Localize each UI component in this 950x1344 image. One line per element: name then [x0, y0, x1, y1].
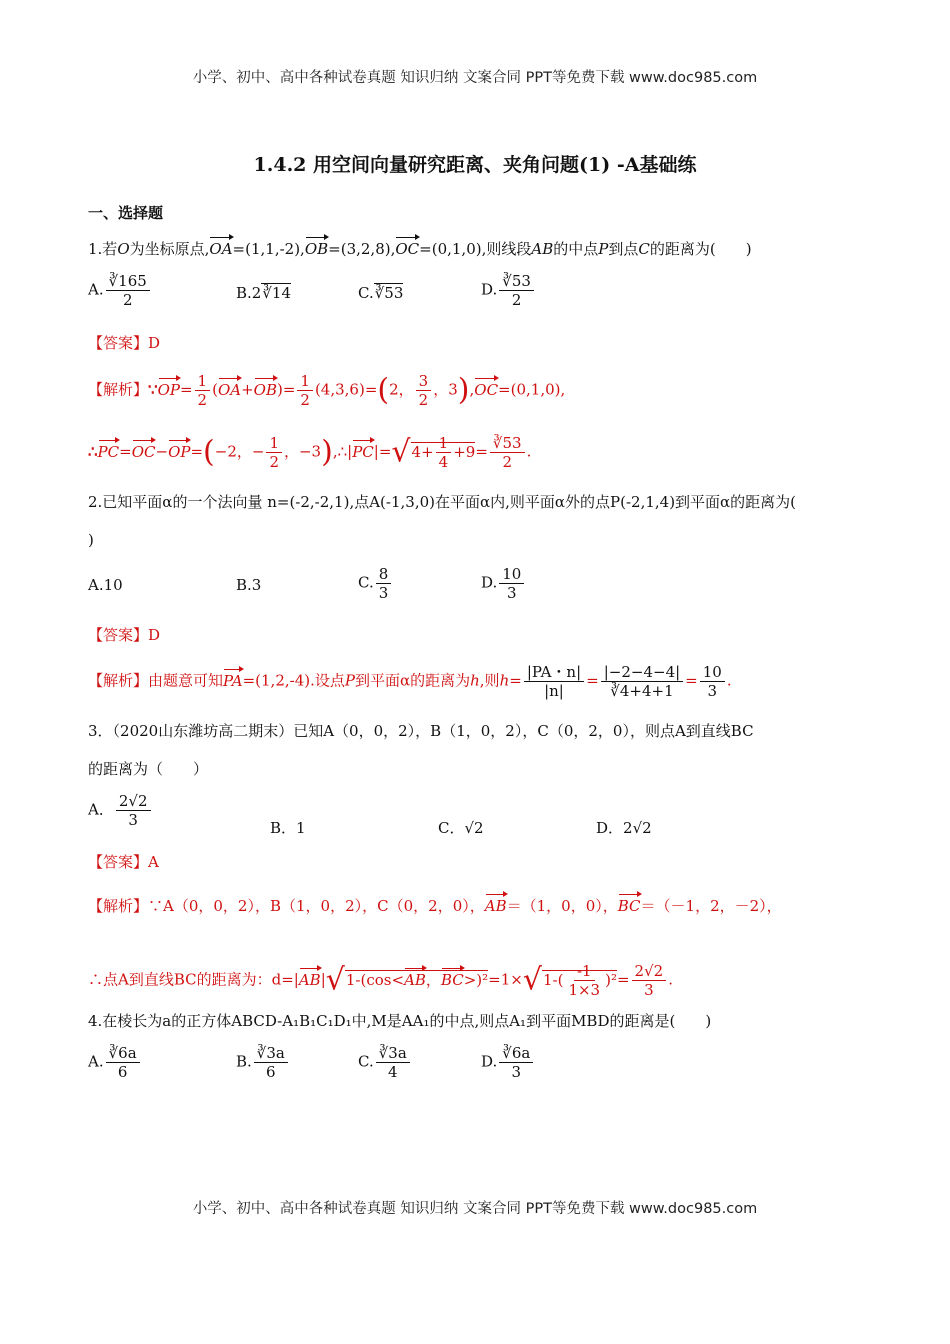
q1-stem: 1.若O为坐标原点,OA=(1,1,-2),OB=(3,2,8),OC=(0,1,0),则线段AB的中点P到点C的距离为( )	[88, 236, 752, 259]
q2-option-a[interactable]: A.10	[88, 576, 123, 594]
q2-option-b[interactable]: B.3	[236, 576, 262, 594]
vector-OC: OC	[395, 236, 419, 259]
vector-OA: OA	[209, 236, 232, 259]
q1-option-b[interactable]: B.2∛14	[236, 284, 291, 302]
q3-answer: 【答案】A	[88, 853, 159, 871]
q3-option-c[interactable]: C．√2	[438, 819, 484, 837]
q3-solution-line2: ∴点A到直线BC的距离为：d=|AB|√1-(cos<AB，BC>)²=1×√1-( $\frac{-1}{1\times 3}$ )²= $\frac{2√2}{3}$ .	[88, 962, 673, 999]
q3-option-d[interactable]: D．2√2	[596, 819, 652, 837]
page-title: 1.4.2 用空间向量研究距离、夹角问题(1) -A基础练	[253, 154, 697, 176]
q2-option-c[interactable]: C. $\frac{8}{3}$	[358, 565, 393, 602]
section-heading: 一、选择题	[88, 204, 164, 222]
vector-OB: OB	[305, 236, 328, 259]
q1-option-a[interactable]: A. $\frac{∛165}{2}$	[88, 272, 152, 309]
q4-option-b[interactable]: B. $\frac{∛3a}{6}$	[236, 1044, 290, 1081]
q2-stem-line1: 2.已知平面α的一个法向量 n=(-2,-2,1),点A(-1,3,0)在平面α内,则平面α外的点P(-2,1,4)到平面α的距离为(	[88, 493, 797, 511]
q4-option-c[interactable]: C. $\frac{∛3a}{4}$	[358, 1044, 412, 1081]
q2-stem-line2: )	[88, 531, 94, 549]
q3-stem-line2: 的距离为（ ）	[88, 760, 209, 778]
q1-solution-line1: 【解析】∵OP= $\frac{1}{2}$ (OA+OB)= $\frac{1}{2}$ (4,3,6)=(2， $\frac{3}{2}$ ，3),OC=(0,1,0),	[88, 372, 566, 409]
q3-solution-line1: 【解析】∵A（0，0，2），B（1，0，2），C（0，2，0），AB＝（1，0，0），BC＝（－1，2，－2），	[88, 893, 782, 916]
q4-option-a[interactable]: A. $\frac{∛6a}{6}$	[88, 1044, 142, 1081]
q4-option-d[interactable]: D. $\frac{∛6a}{3}$	[481, 1044, 535, 1081]
q2-option-d[interactable]: D. $\frac{10}{3}$	[481, 565, 526, 602]
q2-answer: 【答案】D	[88, 626, 161, 644]
q1-solution-line2: ∴PC=OC−OP=(−2，− $\frac{1}{2}$ ，−3),∴|PC|=√4+ $\frac{1}{4}$ +9= $\frac{∛53}{2}$ .	[88, 434, 532, 471]
page-footer: 小学、初中、高中各种试卷真题 知识归纳 文案合同 PPT等免费下载 www.doc985.com	[192, 1201, 758, 1217]
q3-option-a[interactable]: A． $\frac{2√2}{3}$	[88, 792, 153, 829]
q1-option-c[interactable]: C.∛53	[358, 284, 404, 302]
q3-option-b[interactable]: B．1	[270, 819, 306, 837]
q4-stem: 4.在棱长为a的正方体ABCD-A₁B₁C₁D₁中,M是AA₁的中点,则点A₁到平面MBD的距离是( )	[88, 1012, 712, 1030]
page-header: 小学、初中、高中各种试卷真题 知识归纳 文案合同 PPT等免费下载 www.doc985.com	[192, 70, 758, 86]
q1-option-d[interactable]: D. $\frac{∛53}{2}$	[481, 272, 536, 309]
q2-solution: 【解析】由题意可知PA=(1,2,-4).设点P到平面α的距离为h,则h= $\frac{|PA・n|}{|n|}$ = $\frac{|-2-4-4|}{∛4+4+1}$ = $\frac{10}{3}$ .	[88, 663, 732, 700]
q1-answer: 【答案】D	[88, 334, 161, 352]
q3-stem-line1: 3．（2020山东潍坊高二期末）已知A（0，0，2），B（1，0，2），C（0，2，0），则点A到直线BC	[88, 722, 754, 740]
